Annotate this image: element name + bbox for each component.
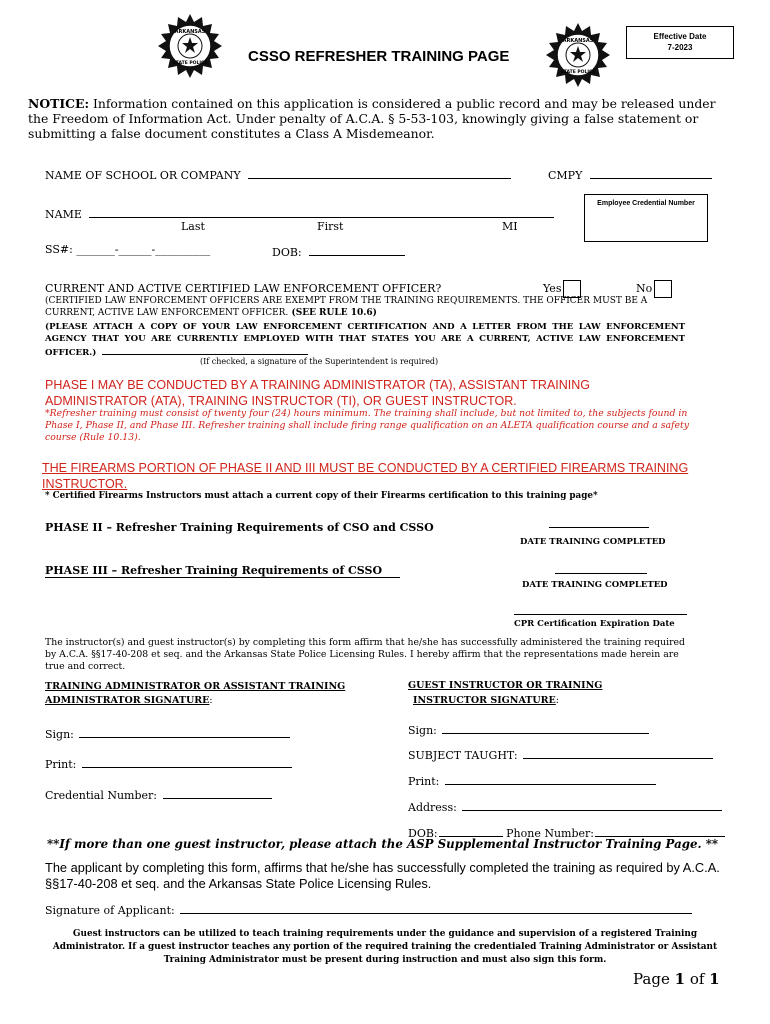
superintendent-note: (If checked, a signature of the Superintendent is required) [200, 357, 439, 366]
page-title: CSSO REFRESHER TRAINING PAGE [248, 48, 510, 65]
phase3-date-label: DATE TRAINING COMPLETED [522, 580, 668, 590]
ta-sign-input[interactable] [79, 725, 290, 738]
effective-date-box [626, 26, 734, 59]
seal-bottom-text: STATE POLICE [172, 61, 208, 66]
no-label: No [636, 282, 653, 295]
ta-signature-heading [45, 680, 345, 708]
ss-row [45, 243, 210, 256]
guest-dob-input[interactable] [439, 824, 503, 837]
ss-label: SS#: [45, 243, 73, 256]
name-row [45, 205, 554, 221]
phase3-date-line[interactable] [555, 573, 647, 574]
page-of: of [685, 970, 710, 988]
page-number [633, 970, 720, 988]
guest-phone-input[interactable] [595, 824, 725, 837]
ta-sign-label: Sign: [45, 728, 74, 741]
applicant-signature-label: Signature of Applicant: [45, 904, 175, 917]
firearms-note: * Certified Firearms Instructors must attach a current copy of their Firearms certification to this training page* [45, 491, 598, 501]
first-label: First [317, 220, 344, 233]
name-input[interactable] [89, 205, 554, 218]
guest-dob-label: DOB: [408, 827, 438, 840]
guest-subject-label: SUBJECT TAUGHT: [408, 749, 518, 762]
phase1-heading: PHASE I MAY BE CONDUCTED BY A TRAINING ADMINISTRATOR (TA), ASSISTANT TRAINING ADMINISTRATOR (ATA), TRAINING INSTRUCTOR (TI), OR GUEST INSTRUCTOR. [45, 378, 591, 408]
dob-row [272, 243, 405, 259]
officer-question: CURRENT AND ACTIVE CERTIFIED LAW ENFORCEMENT OFFICER? [45, 282, 442, 295]
seal-bottom-text-right: STATE POLICE [560, 70, 596, 75]
cmpy-input[interactable] [590, 166, 712, 179]
ta-print-row [45, 755, 292, 771]
ta-print-input[interactable] [82, 755, 292, 768]
arkansas-state-police-seal-left [157, 13, 223, 79]
ta-credential-row [45, 786, 272, 802]
employee-credential-box[interactable] [584, 194, 708, 242]
cmpy-row [548, 166, 712, 182]
name-label: NAME [45, 208, 82, 221]
school-row [45, 166, 511, 182]
seal-top-text-right: ARKANSAS [562, 38, 594, 44]
attach-note [45, 321, 685, 359]
ta-credential-label: Credential Number: [45, 789, 157, 802]
ta-heading-line2: ADMINISTRATOR SIGNATURE [45, 695, 210, 706]
guest-signature-heading [408, 678, 602, 708]
mi-label: MI [502, 220, 518, 233]
cpr-date-line[interactable] [514, 614, 687, 615]
cpr-label: CPR Certification Expiration Date [514, 619, 675, 629]
guest-print-input[interactable] [445, 772, 656, 785]
phase2-date-label: DATE TRAINING COMPLETED [520, 537, 666, 547]
page-prefix: Page [633, 970, 675, 988]
notice-label: NOTICE: [28, 96, 90, 111]
see-rule-text: (SEE RULE 10.6) [288, 307, 377, 318]
ta-credential-input[interactable] [163, 786, 272, 799]
school-label: NAME OF SCHOOL OR COMPANY [45, 169, 241, 182]
page-current: 1 [674, 970, 686, 988]
ta-print-label: Print: [45, 758, 77, 771]
firearms-heading: THE FIREARMS PORTION OF PHASE II AND III MUST BE CONDUCTED BY A CERTIFIED FIREARMS TRAINING INSTRUCTOR. [42, 461, 689, 491]
guest-subject-input[interactable] [523, 746, 713, 759]
guest-address-input[interactable] [462, 798, 722, 811]
ss-input[interactable]: _______-______-__________ [76, 243, 211, 256]
phase3-heading: PHASE III – Refresher Training Requirements of CSSO [45, 564, 400, 578]
effective-date-label: Effective Date [653, 32, 707, 41]
last-label: Last [181, 220, 205, 233]
attach-note-text: (PLEASE ATTACH A COPY OF YOUR LAW ENFORCEMENT CERTIFICATION AND A LETTER FROM THE LAW ENFORCEMENT AGENCY THAT YOU ARE CURRENTLY EMPLOYED WITH THAT STATES YOU ARE A CURRENT, ACTIVE LAW ENFORCEMENT OFFICER.) [45, 322, 685, 358]
guest-address-row [408, 798, 722, 814]
notice-paragraph [28, 96, 728, 141]
exempt-note [45, 296, 685, 319]
ta-heading-colon: : [209, 695, 213, 706]
effective-date-value: 7-2023 [667, 43, 693, 52]
guest-print-row [408, 772, 656, 788]
instructor-affirmation: The instructor(s) and guest instructor(s) by completing this form affirm that he/she has successfully administered the training required by A.C.A. §§17-40-208 et seq. and the Arkansas State Police Licensing Rules. I hereby affirm that the representations made herein are true and correct. [45, 637, 685, 672]
page-total: 1 [709, 970, 720, 988]
guest-print-label: Print: [408, 775, 440, 788]
guest-subject-row [408, 746, 713, 762]
guest-heading-line1: GUEST INSTRUCTOR OR TRAINING [408, 680, 603, 691]
applicant-signature-row [45, 901, 692, 917]
guest-sign-input[interactable] [442, 721, 649, 734]
notice-text: Information contained on this application is considered a public record and may be released under the Freedom of Information Act. Under penalty of A.C.A. § 5-53-103, knowingly giving a false statement or submitting a false document constitutes a Class A Misdemeanor. [28, 96, 716, 141]
ta-sign-row [45, 725, 290, 741]
guest-instructor-note: **If more than one guest instructor, please attach the ASP Supplemental Instructor Training Page. ** [47, 837, 719, 851]
guest-sign-label: Sign: [408, 724, 437, 737]
dob-label: DOB: [272, 246, 302, 259]
guest-heading-line2: INSTRUCTOR SIGNATURE [413, 695, 556, 706]
applicant-affirmation: The applicant by completing this form, affirms that he/she has successfully completed the training as required by A.C.A. §§17-40-208 et seq. and the Arkansas State Police Licensing Rules. [45, 860, 720, 891]
phase1-note: *Refresher training must consist of twenty four (24) hours minimum. The training shall include, but not limited to, the subjects found in Phase I, Phase II, and Phase III. Refresher training shall include firing range qualification on an ALETA qualification course and a safety course (Rule 10.13). [45, 408, 689, 443]
applicant-signature-input[interactable] [180, 901, 692, 914]
dob-input[interactable] [309, 243, 405, 256]
guest-address-label: Address: [408, 801, 457, 814]
phase2-date-line[interactable] [549, 527, 649, 528]
employee-credential-label: Employee Credential Number [597, 200, 695, 207]
guest-phone-label: Phone Number: [506, 827, 594, 840]
phase2-heading: PHASE II – Refresher Training Requirements of CSO and CSSO [45, 521, 434, 534]
ta-heading-line1: TRAINING ADMINISTRATOR OR ASSISTANT TRAINING [45, 681, 346, 692]
seal-top-text: ARKANSAS [174, 29, 206, 35]
arkansas-state-police-seal-right [545, 22, 611, 88]
school-input[interactable] [248, 166, 511, 179]
exempt-text: (CERTIFIED LAW ENFORCEMENT OFFICERS ARE EXEMPT FROM THE TRAINING REQUIREMENTS. THE OFFICER MUST BE A CURRENT, ACTIVE LAW ENFORCEMENT OFFICER. [45, 296, 648, 318]
yes-label: Yes [543, 282, 562, 295]
superintendent-signature-line[interactable] [102, 345, 308, 355]
cmpy-label: CMPY [548, 169, 583, 182]
guest-sign-row [408, 721, 649, 737]
guest-instructor-footer-note: Guest instructors can be utilized to teach training requirements under the guidance and supervision of a registered Training Administrator. If a guest instructor teaches any portion of the required training the credentialed Training Administrator or Assistant Training Administrator must be present during instruction and must also sign this form. [52, 929, 718, 965]
guest-heading-colon: : [555, 695, 559, 706]
